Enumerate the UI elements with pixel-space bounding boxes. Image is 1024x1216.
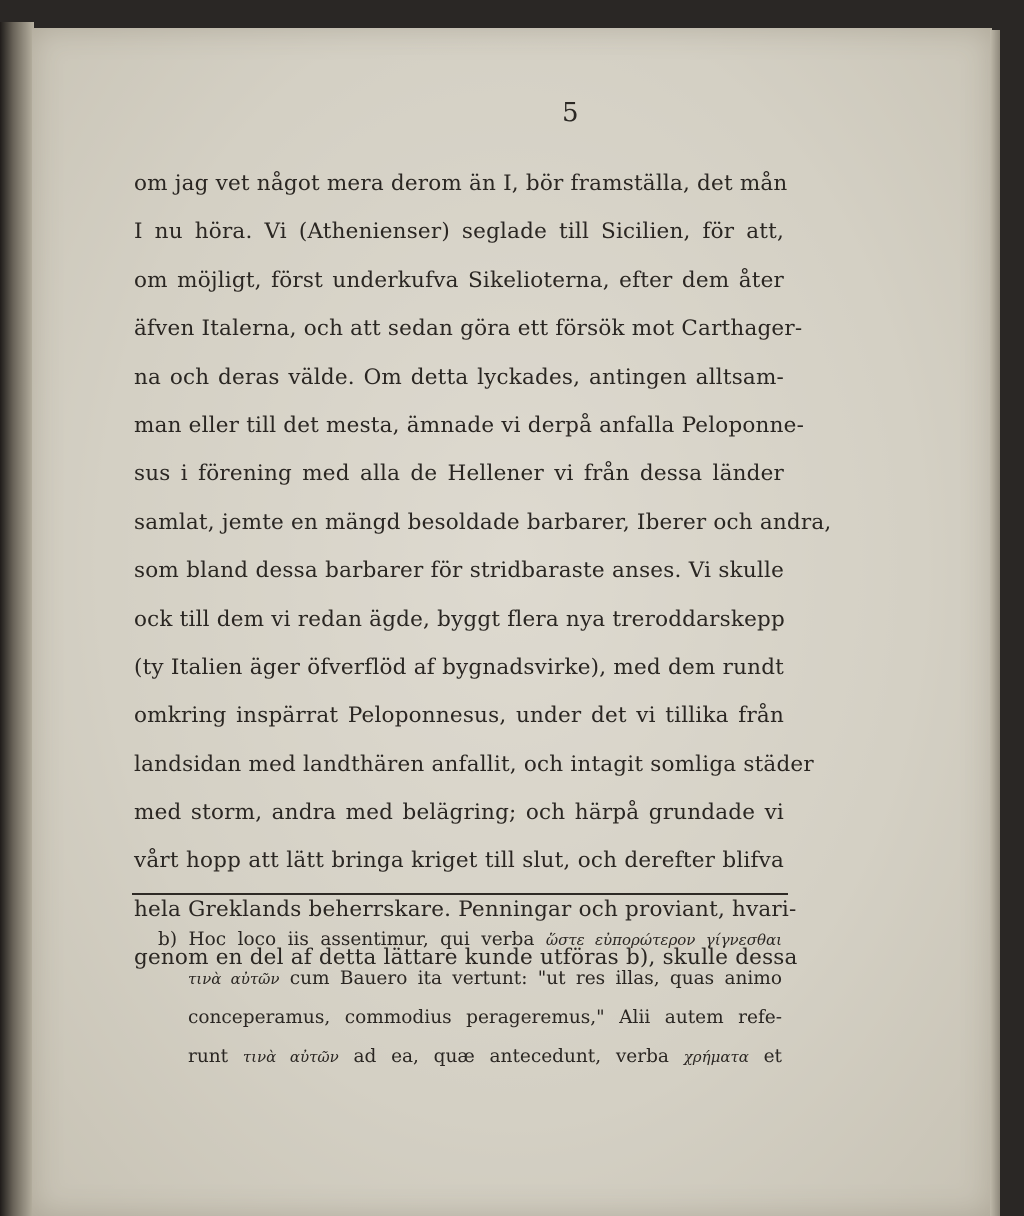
text-line: genom en del af detta lättare kunde utföras b), skulle dessa	[134, 945, 798, 971]
text-line: I nu höra. Vi (Athenienser) seglade till Sicilien, för att,	[134, 219, 784, 245]
text-line: landsidan med landthären anfallit, och intagit somliga städer	[134, 751, 814, 777]
main-text	[134, 160, 832, 983]
text-line: samlat, jemte en mängd besoldade barbarer, Iberer och andra,	[134, 509, 832, 535]
page-edge	[990, 30, 1000, 1216]
footnote-text: cum Bauero ita vertunt: "ut res illas, quas animo	[289, 968, 782, 989]
greek-text: ὥστε εὐπορώτερον γίγνεσθαι	[545, 931, 782, 949]
scan-border	[1000, 22, 1024, 1216]
footnote-line: conceperamus, commodius perageremus," Alii autem refe-	[188, 1007, 782, 1028]
page-number: 5	[562, 98, 579, 128]
text-line: om möjligt, först underkufva Sikelioterna, efter dem åter	[134, 267, 784, 293]
text-line: (ty Italien äger öfverflöd af bygnadsvirke), med dem rundt	[134, 654, 784, 680]
footnote-text: runt	[188, 1046, 229, 1067]
greek-text: τινὰ αὐτῶν	[242, 1048, 339, 1066]
footnote-separator	[132, 893, 788, 895]
text-line: hela Greklands beherrskare. Penningar och proviant, hvari-	[134, 896, 797, 922]
footnote-line	[158, 959, 782, 998]
greek-text: τινὰ αὐτῶν	[188, 970, 280, 988]
text-line: äfven Italerna, och att sedan göra ett försök mot Carthager-	[134, 316, 803, 342]
text-line: sus i förening med alla de Hellener vi från dessa länder	[134, 461, 784, 487]
text-line: med storm, andra med belägring; och härpå grundade vi	[134, 800, 784, 826]
text-line: som bland dessa barbarer för stridbaraste anses. Vi skulle	[134, 558, 784, 584]
footnote-text: et	[763, 1046, 782, 1067]
greek-text: χρήματα	[683, 1048, 749, 1066]
footnote-text: ad ea, quæ antecedunt, verba	[353, 1046, 669, 1067]
book-spine-edge	[0, 22, 34, 1216]
text-line: omkring inspärrat Peloponnesus, under det vi tillika från	[134, 703, 784, 729]
text-line: na och deras välde. Om detta lyckades, antingen alltsam-	[134, 364, 784, 390]
text-line: man eller till det mesta, ämnade vi derpå anfalla Peloponne-	[134, 412, 805, 438]
footnote-line	[158, 920, 782, 959]
footnote	[158, 920, 782, 1076]
text-line: ock till dem vi redan ägde, byggt flera nya treroddarskepp	[134, 606, 785, 632]
footnote-text: b) Hoc loco iis assentimur, qui verba	[158, 929, 535, 950]
footnote-line	[158, 1037, 782, 1076]
text-line: om jag vet något mera derom än I, bör framställa, det mån	[134, 171, 788, 196]
text-line: vårt hopp att lätt bringa kriget till slut, och derefter blifva	[134, 848, 784, 874]
